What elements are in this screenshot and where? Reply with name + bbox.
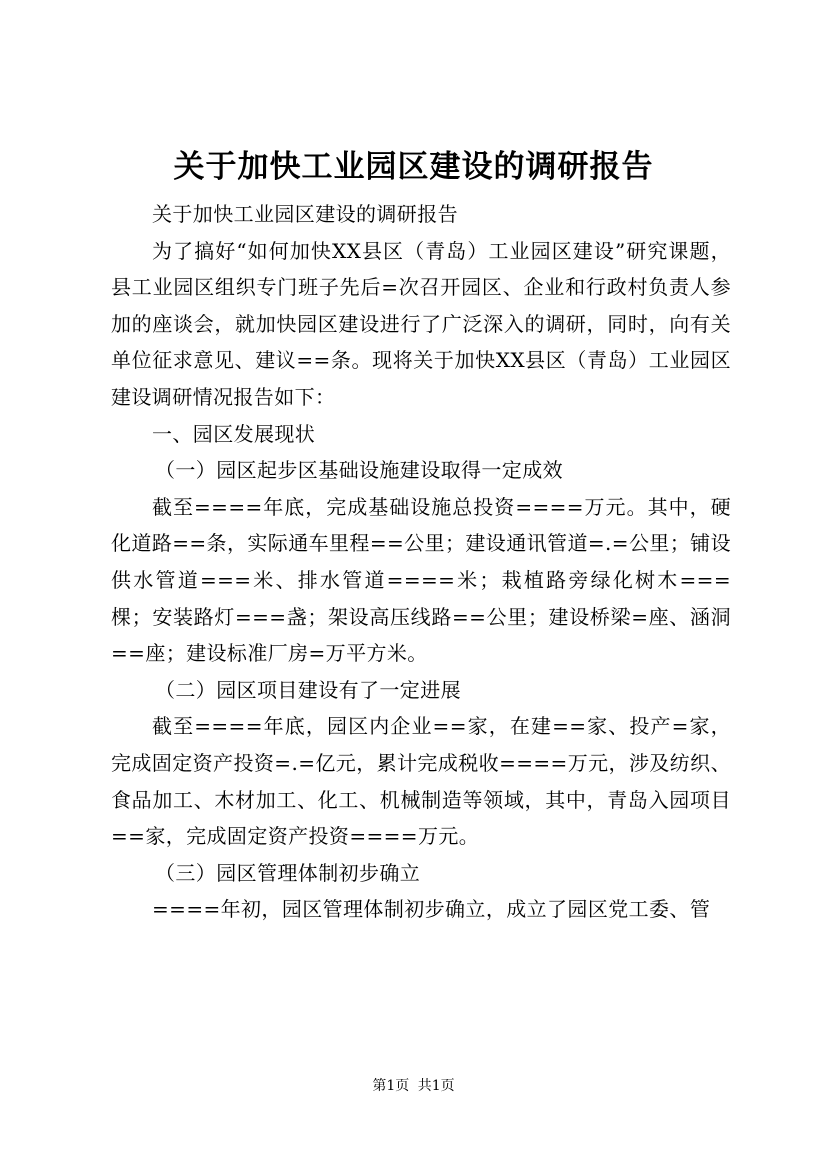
subtitle-paragraph: 关于加快工业园区建设的调研报告 — [152, 202, 458, 226]
document-title: 关于加快工业园区建设的调研报告 — [173, 149, 654, 185]
subsection-heading-1: （一）园区起步区基础设施建设取得一定成效 — [155, 458, 563, 483]
projects-paragraph: 截至====年底，园区内企业==家，在建==家、投产=家，完成固定资产投资=.=亿元，累计完成税收====万元，涉及纺织、食品加工、木材加工、化工、机械制造等领域，其中，青岛入园项目==家，完成固定资产投资====万元。 — [111, 714, 731, 849]
intro-paragraph: 为了搞好“如何加快XX县区（青岛）工业园区建设”研究课题，县工业园区组织专门班子先后=次召开园区、企业和行政村负责人参加的座谈会，就加快园区建设进行了广泛深入的调研，同时，向有关单位征求意见、建议==条。现将关于加快XX县区（青岛）工业园区建设调研情况报告如下： — [111, 238, 731, 409]
page-footer — [0, 1076, 827, 1096]
section-heading: 一、园区发展现状 — [152, 421, 316, 446]
subsection-heading-2: （二）园区项目建设有了一定进展 — [155, 677, 461, 702]
infrastructure-paragraph: 截至====年底，完成基础设施总投资====万元。其中，硬化道路==条，实际通车里程==公里；建设通讯管道=.=公里；铺设供水管道===米、排水管道====米；栽植路旁绿化树木===棵；安装路灯===盏；架设高压线路==公里；建设桥梁=座、涵洞==座；建设标准厂房=万平方米。 — [111, 494, 731, 666]
management-paragraph: ====年初，园区管理体制初步确立，成立了园区党工委、管 — [152, 897, 711, 922]
page-number: 第1页 — [372, 1078, 410, 1094]
subsection-heading-3: （三）园区管理体制初步确立 — [155, 860, 421, 885]
page-total: 共1页 — [417, 1078, 455, 1094]
document-body — [111, 196, 731, 928]
